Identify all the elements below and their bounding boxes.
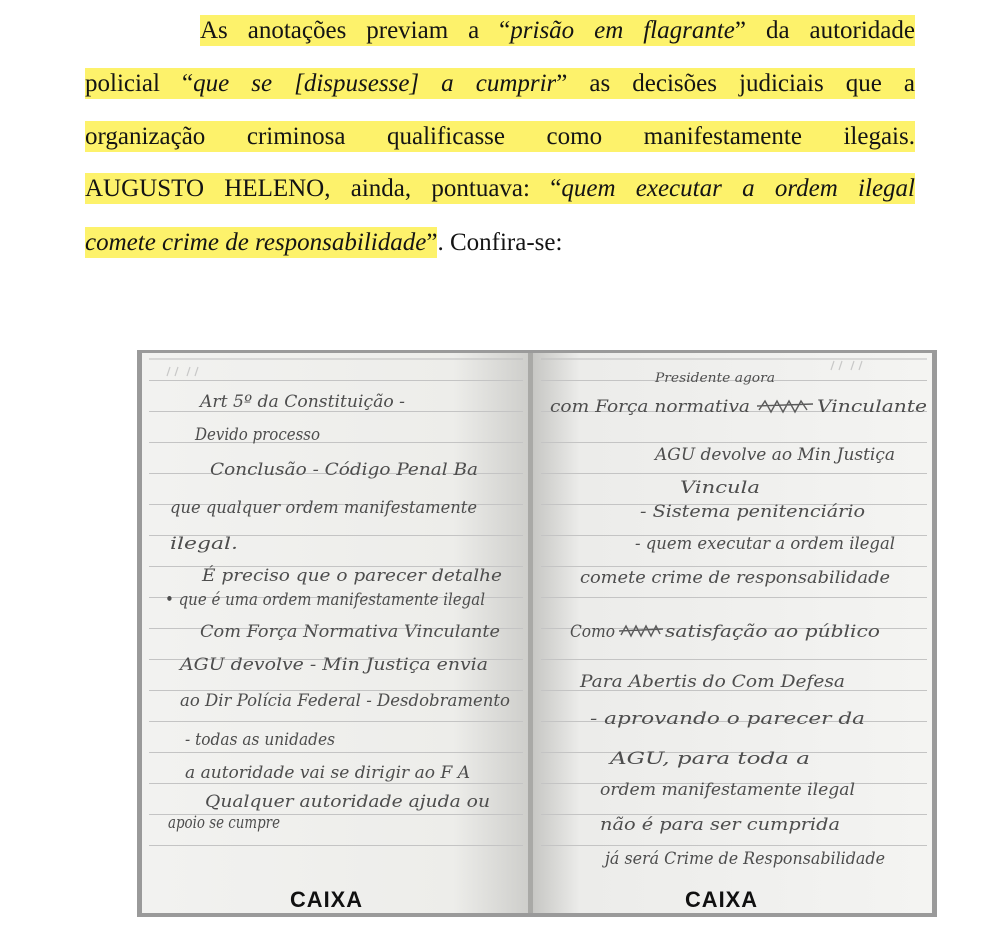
paragraph-line-4	[85, 172, 915, 206]
highlighted-text: AUGUSTO HELENO, ainda, pontuava: “	[85, 175, 562, 202]
handwritten-line-right-4: Vincula	[680, 478, 760, 498]
handwritten-line-right-10: - aprovando o parecer da	[590, 709, 865, 729]
handwritten-line-right-11: AGU, para toda a	[607, 749, 810, 769]
paragraph-line-5	[85, 226, 915, 260]
highlighted-quote-italic: que se [dispusesse] a cumprir	[193, 70, 557, 97]
document-paragraph	[0, 0, 1000, 300]
handwritten-line-left-1: Art 5º da Constituição -	[197, 392, 406, 412]
paragraph-line-3	[85, 120, 915, 154]
handwritten-line-left-6: É preciso que o parecer detalhe	[202, 566, 478, 586]
highlighted-quote-italic: prisão em flagrante	[510, 17, 735, 44]
handwritten-line-left-5: ilegal.	[170, 534, 238, 554]
handwritten-line-right-8b: satisfação ao público	[665, 622, 880, 642]
handwritten-line-left-12: a autoridade vai se dirigir ao F A	[185, 763, 471, 783]
notebook-photo	[137, 350, 937, 917]
paragraph-line-2	[85, 67, 915, 101]
handwritten-line-left-9: AGU devolve - Min Justiça envia	[177, 655, 488, 675]
handwritten-line-left-11: - todas as unidades	[185, 730, 336, 750]
handwritten-line-left-4: que qualquer ordem manifestamente	[170, 498, 477, 518]
highlighted-text: As anotações previam a “	[200, 17, 511, 44]
handwritten-line-right-12: ordem manifestamente ilegal	[600, 780, 855, 800]
handwritten-line-left-2: Devido processo	[194, 425, 320, 445]
handwritten-line-left-10: ao Dir Polícia Federal - Desdobramento	[180, 691, 510, 711]
handwritten-line-left-14: apoio se cumpre	[168, 813, 280, 833]
highlighted-quote-italic: comete crime de responsabilidade	[85, 229, 427, 256]
handwritten-line-right-3: AGU devolve ao Min Justiça	[653, 445, 895, 465]
paragraph-line-1	[200, 14, 915, 48]
handwritten-line-right-2a: com Força normativa	[550, 397, 750, 417]
handwritten-line-right-5: - Sistema penitenciário	[640, 502, 865, 522]
handwritten-line-right-7: comete crime de responsabilidade	[580, 568, 890, 588]
caixa-logo-right: CAIXA	[685, 887, 758, 912]
handwritten-line-right-14: já será Crime de Responsabilidade	[601, 849, 885, 869]
handwritten-line-left-13: Qualquer autoridade ajuda ou	[205, 792, 490, 812]
highlighted-quote-italic: quem executar a ordem ilegal	[561, 175, 915, 202]
notebook-spine	[528, 353, 533, 913]
handwritten-line-right-9: Para Abertis do Com Defesa	[578, 672, 845, 692]
handwritten-line-right-13: não é para ser cumprida	[600, 815, 840, 835]
highlighted-text: policial “	[85, 70, 194, 97]
handwritten-line-left-7: • que é uma ordem manifestamente ilegal	[165, 590, 485, 610]
handwritten-line-right-1: Presidente agora	[653, 371, 775, 386]
highlighted-text: ” da autoridade	[734, 17, 915, 44]
handwritten-line-right-8a: Como	[570, 622, 615, 642]
highlighted-text: organização criminosa qualificasse como manifestamente ilegais.	[85, 123, 915, 150]
plain-text: . Confira-se:	[437, 229, 563, 256]
highlighted-text: ” as decisões judiciais que a	[556, 70, 915, 97]
highlighted-text: ”	[426, 229, 438, 256]
handwritten-line-right-6: - quem executar a ordem ilegal	[635, 534, 895, 554]
handwritten-line-left-3: Conclusão - Código Penal Ba	[210, 460, 478, 480]
handwritten-line-left-8: Com Força Normativa Vinculante	[200, 622, 500, 642]
caixa-logo-left: CAIXA	[290, 887, 363, 912]
handwritten-line-right-2b: Vinculante	[817, 397, 927, 417]
